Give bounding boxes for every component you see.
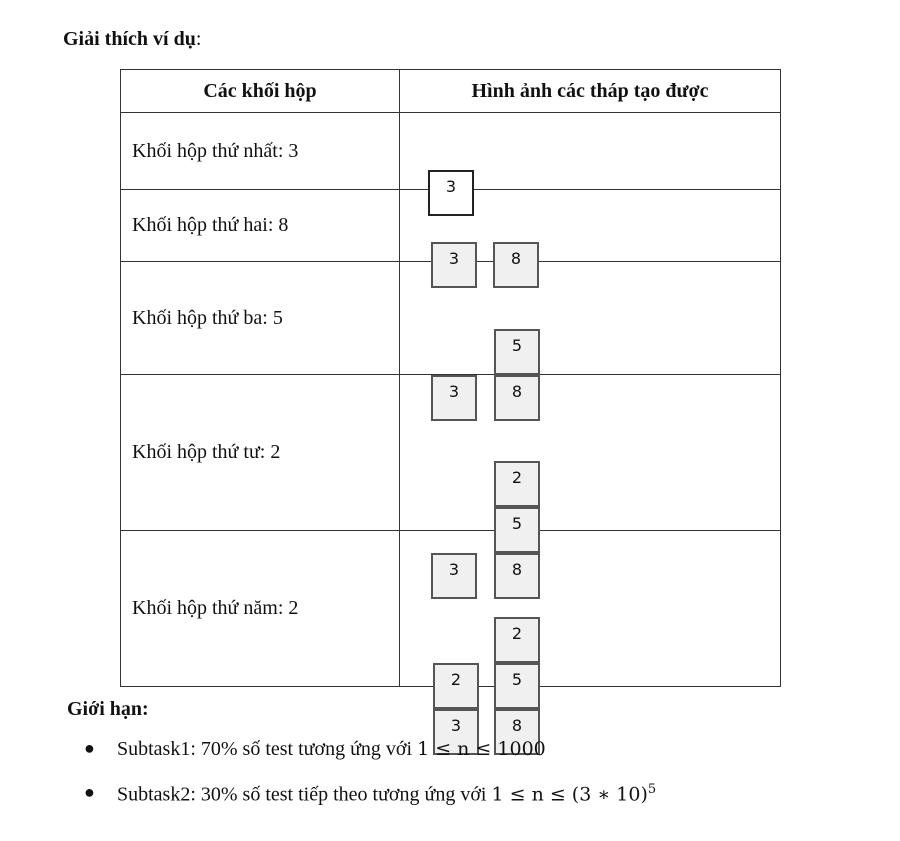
block-box: 3 (428, 170, 474, 216)
tower-picture (400, 262, 781, 401)
tower-picture (400, 375, 781, 579)
subtask-exponent: 5 (647, 782, 657, 797)
tower-picture (400, 531, 781, 735)
heading-colon: : (195, 28, 202, 50)
column-header-towers: Hình ảnh các tháp tạo được (400, 70, 781, 113)
list-item (84, 782, 656, 826)
row-label: Khối hộp thứ năm: 2 (121, 531, 400, 687)
block-box: 2 (494, 461, 540, 507)
block-box: 3 (431, 553, 477, 599)
row-label: Khối hộp thứ tư: 2 (121, 375, 400, 531)
subtask-text: Subtask2: 30% số test tiếp theo tương ứng với (117, 783, 492, 806)
subtask-text: Subtask1: 70% số test tương ứng với (117, 738, 418, 760)
table-row (121, 262, 781, 375)
heading-text: Giải thích ví dụ (63, 28, 196, 50)
bullet-icon: ● (84, 782, 95, 802)
limits-list (84, 738, 656, 826)
table-row (121, 375, 781, 531)
block-box: 5 (494, 663, 540, 709)
block-box: 8 (494, 553, 540, 599)
row-label: Khối hộp thứ hai: 8 (121, 190, 400, 262)
block-box: 2 (433, 663, 479, 709)
row-label: Khối hộp thứ nhất: 3 (121, 113, 400, 190)
limits-title: Giới hạn: (67, 698, 149, 720)
block-box: 8 (494, 375, 540, 421)
tower-picture (400, 190, 781, 268)
row-label: Khối hộp thứ ba: 5 (121, 262, 400, 375)
table-header-row (121, 70, 781, 113)
block-box: 3 (433, 709, 479, 755)
bullet-icon: ● (84, 738, 95, 758)
subtask-math: 1 ≤ n ≤ 1000 (417, 738, 546, 760)
block-box: 3 (431, 375, 477, 421)
table-row (121, 113, 781, 190)
tower-picture (400, 113, 781, 196)
block-box: 5 (494, 507, 540, 553)
example-table (120, 69, 781, 735)
column-header-boxes: Các khối hộp (121, 70, 400, 113)
list-item (84, 738, 656, 782)
table-row (121, 190, 781, 262)
section-heading (63, 28, 201, 51)
table-row (121, 531, 781, 687)
subtask-math: 1 ≤ n ≤ (3 ∗ 10) (491, 783, 648, 806)
block-box: 2 (494, 617, 540, 663)
block-box: 3 (431, 242, 477, 288)
block-box: 8 (493, 242, 539, 288)
block-box: 5 (494, 329, 540, 375)
block-box: 8 (494, 709, 540, 755)
